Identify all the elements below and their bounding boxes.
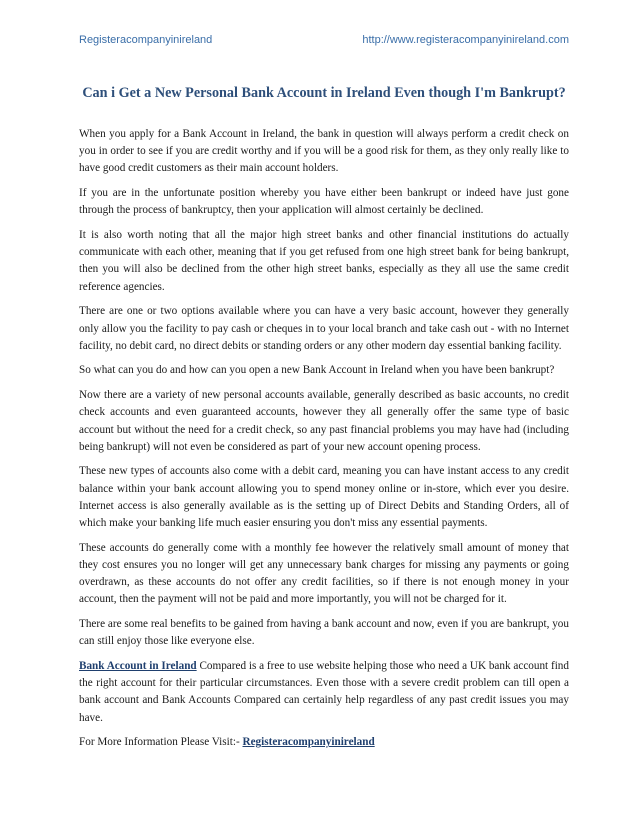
link-paragraph-text: Compared is a free to use website helping those who need a UK bank account find the right account for their particular circumstances. Even those with a severe credit problem can till open a bank account and Bank Accounts Compared can certainly help regardless of any past credit issues you may have. <box>79 659 569 724</box>
paragraph: It is also worth noting that all the major high street banks and other financial institutions do actually communicate with each other, meaning that if you get refused from one high street bank for being bankrupt, then you will also be declined from the other high street banks, especially as they all use the same credit reference agencies. <box>79 229 569 293</box>
footer-label: For More Information Please Visit:- <box>79 736 243 749</box>
paragraph: So what can you do and how can you open a new Bank Account in Ireland when you have been bankrupt? <box>79 364 555 377</box>
paragraph: If you are in the unfortunate position whereby you have either been bankrupt or indeed have just gone through the process of bankruptcy, then your application will almost certainly be declined. <box>79 187 569 217</box>
page-header <box>79 34 569 50</box>
header-site-name: Registeracompanyinireland <box>79 34 213 46</box>
paragraph: Now there are a variety of new personal accounts available, generally described as basic accounts, no credit check accounts and even guaranteed accounts, however they all generally offer the same type of basic account but without the need for a credit check, so any past financial problems you may have had (including being bankrupt) will not even be considered as part of your new account opening process. <box>79 389 569 453</box>
paragraph: When you apply for a Bank Account in Ireland, the bank in question will always perform a credit check on you in order to see if you are credit worthy and if you will be a good risk for them, as they only really like to have good credit customers as their main account holders. <box>79 128 569 175</box>
paragraph: These accounts do generally come with a monthly fee however the relatively small amount of money that they cost ensures you no longer will get any unnecessary bank charges for missing any payments or going overdrawn, as these accounts do not offer any credit facilities, so if there is not enough money in your account, then the payment will not be paid and more importantly, you will not be charged for it. <box>79 541 569 606</box>
document-title: Can i Get a New Personal Bank Account in Ireland Even though I'm Bankrupt? <box>82 85 566 101</box>
footer-site-link[interactable]: Registeracompanyinireland <box>242 736 375 749</box>
paragraph: There are some real benefits to be gained from having a bank account and now, even if you are bankrupt, you can still enjoy those like everyone else. <box>79 618 569 648</box>
paragraph: These new types of accounts also come with a debit card, meaning you can have instant access to any credit balance within your bank account allowing you to spend money online or in-store, which ever you desire. Internet access is also generally available as is the setting up of Direct Debits and Standing Orders, all of which make your banking life much easier ensuring you don't miss any essential payments. <box>79 465 569 530</box>
footer-paragraph <box>79 734 569 751</box>
bank-account-link[interactable]: Bank Account in Ireland <box>79 659 197 672</box>
header-site-url: http://www.registeracompanyinireland.com <box>362 34 569 46</box>
paragraph: There are one or two options available where you can have a very basic account, however they generally only allow you the facility to pay cash or cheques in to your local branch and take cash out - with no Internet facility, no debit card, no direct debits or standing orders or any other modern day essential banking facility. <box>79 305 569 352</box>
link-paragraph <box>79 658 569 727</box>
document-body <box>79 126 569 759</box>
